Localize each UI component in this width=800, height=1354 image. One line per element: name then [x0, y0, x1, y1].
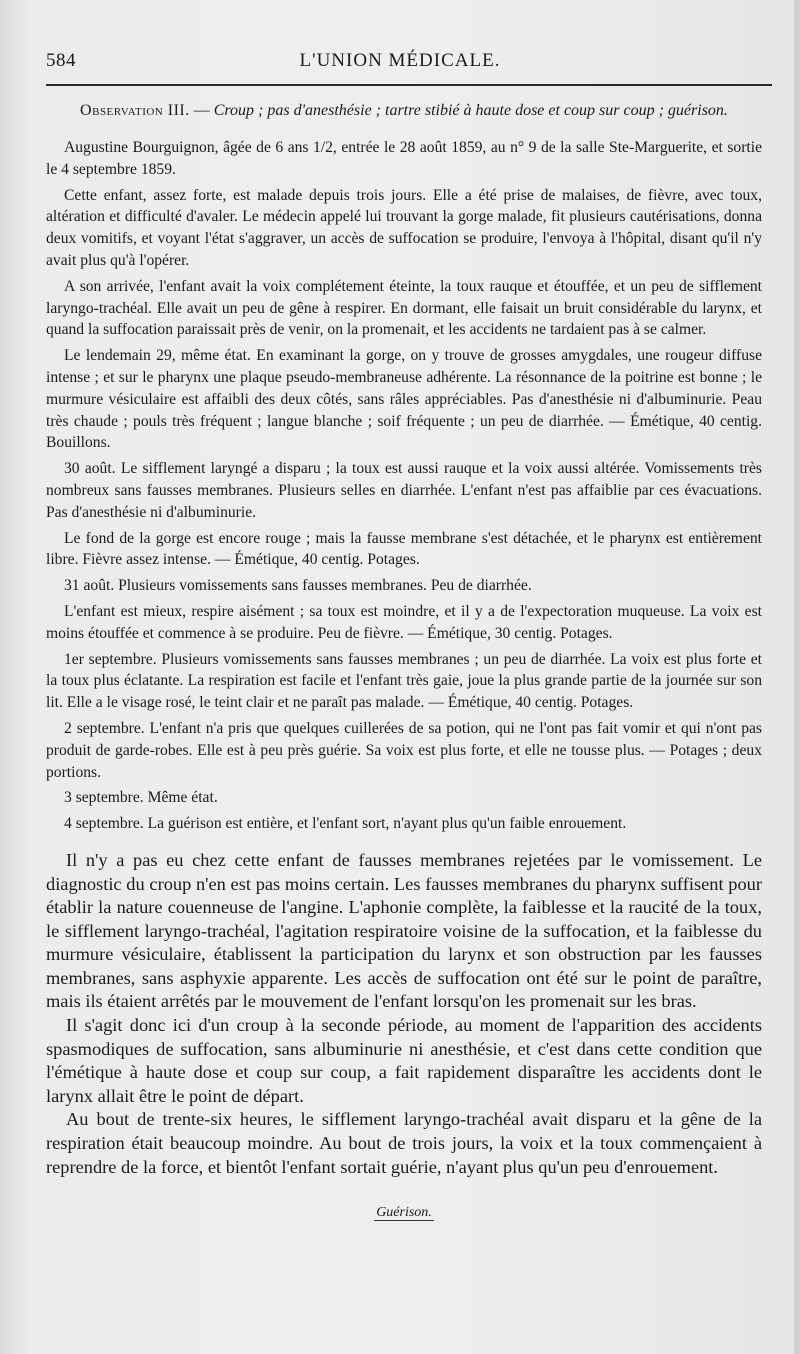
- commentary: [46, 849, 762, 1179]
- case-paragraph: 30 août. Le sifflement laryngé a disparu ; la toux est aussi rauque et la voix aussi altérée. Vomissements très nombreux sans fausses membranes. Plusieurs selles en diarrhée. L'enfant n'est pas affaiblie par ces évacuations. Pas d'anesthésie ni d'albuminurie.: [46, 460, 762, 521]
- case-paragraph: Augustine Bourguignon, âgée de 6 ans 1/2, entrée le 28 août 1859, au n° 9 de la salle Ste-Marguerite, et sortie le 4 septembre 1859.: [46, 139, 762, 178]
- case-paragraph: 31 août. Plusieurs vomissements sans fausses membranes. Peu de diarrhée.: [64, 577, 532, 595]
- case-paragraph: Le fond de la gorge est encore rouge ; mais la fausse membrane s'est détachée, et le pharynx est entièrement libre. Fièvre assez intense. — Émétique, 40 centig. Potages.: [46, 529, 762, 569]
- page-gutter: [794, 0, 800, 1354]
- case-paragraph: 1er septembre. Plusieurs vomissements sans fausses membranes ; un peu de diarrhée. La voix est plus forte et la toux plus éclatante. La respiration est facile et l'enfant très gaie, joue la plus grande partie de la journée sur son lit. Elle a le visage rosé, le teint clair et ne paraît pas malade. — Émétique, 40 centig. Potages.: [46, 650, 762, 712]
- case-paragraph: Le lendemain 29, même état. En examinant la gorge, on y trouve de grosses amygdales, une rougeur diffuse intense ; et sur le pharynx une plaque pseudo-membraneuse adhérente. La résonnance de la poitrine est bonne ; le murmure vésiculaire est affaibli des deux côtés, sans râles appréciables. Pas d'anesthésie ni d'albuminurie. Peau très chaude ; pouls très fréquent ; langue blanche ; soif fréquente ; un peu de diarrhée. — Émétique, 40 centig. Bouillons.: [46, 347, 762, 452]
- case-paragraph: 3 septembre. Même état.: [64, 789, 218, 807]
- case-paragraph: L'enfant est mieux, respire aisément ; sa toux est moindre, et il y a de l'expectoration muqueuse. La voix est moins étouffée et commence à se produire. Peu de fièvre. — Émétique, 30 centig. Potages.: [46, 602, 762, 642]
- running-head: L'UNION MÉDICALE.: [299, 50, 501, 71]
- case-paragraph: Cette enfant, assez forte, est malade depuis trois jours. Elle a été prise de malaises, de fièvre, avec toux, altération et difficulté d'avaler. Le médecin appelé lui trouvant la gorge malade, fit plusieurs cautérisations, donna deux vomitifs, et voyant l'état s'aggraver, un accès de suffocation se produire, l'envoya à l'hôpital, disant qu'il n'y avait plus qu'à l'opérer.: [46, 186, 762, 269]
- closing-word: Guérison.: [376, 1205, 432, 1221]
- commentary-paragraph: Il s'agit donc ici d'un croup à la seconde période, au moment de l'apparition des accidents spasmodiques de suffocation, sans albuminurie ni anesthésie, et c'est dans cette condition que l'émétique à haute dose et coup sur coup, a fait rapidement disparaître les accidents dont le larynx allait être le point de départ.: [46, 1015, 762, 1106]
- observation-dash: —: [189, 102, 214, 119]
- page-header: [46, 50, 754, 72]
- article-body: [46, 100, 762, 1221]
- commentary-paragraph: Il n'y a pas eu chez cette enfant de fausses membranes rejetées par le vomissement. Le diagnostic du croup n'en est pas moins certain. Les fausses membranes du pharynx suffisent pour établir la nature couenneuse de l'angine. L'aphonie complète, la faiblesse et la raucité de la toux, le sifflement laryngo-trachéal, l'agitation respiratoire voisine de la suffocation, et la faiblesse du murmure vésiculaire, établissent la participation du larynx et son obstruction par les fausses membranes, sans asphyxie apparente. Les accès de suffocation ont été sur le point de paraître, mais ils étaient arrêtés par le mouvement de l'enfant lorsqu'on les promenait sur les bras.: [46, 849, 762, 1012]
- observation-label: Observation III.: [80, 102, 190, 119]
- observation-subtitle: Croup ; pas d'anesthésie ; tartre stibié à haute dose et coup sur coup ; guérison.: [213, 102, 728, 119]
- header-rule: [46, 84, 772, 86]
- page-number: 584: [46, 50, 76, 71]
- case-paragraph: A son arrivée, l'enfant avait la voix complétement éteinte, la toux rauque et étouffée, et un peu de sifflement laryngo-trachéal. Elle avait un peu de gêne à respirer. En dormant, elle faisait un bruit considérable du larynx, et quand la suffocation paraissait près de venir, on la promenait, et les accidents ne tardaient pas à se calmer.: [46, 277, 762, 339]
- case-paragraph: 2 septembre. L'enfant n'a pris que quelques cuillerées de sa potion, qui ne l'ont pas fait vomir et qui n'ont pas produit de garde-robes. Elle est à peu près guérie. Sa voix est plus forte, et elle ne tousse plus. — Potages ; deux portions.: [46, 719, 762, 781]
- closing-mark: [46, 1205, 762, 1221]
- case-paragraph: 4 septembre. La guérison est entière, et l'enfant sort, n'ayant plus qu'un faible enrouement.: [64, 815, 627, 833]
- case-report: [46, 137, 762, 835]
- commentary-paragraph: Au bout de trente-six heures, le sifflement laryngo-trachéal avait disparu et la gêne de la respiration était beaucoup moindre. Au bout de trois jours, la voix et la toux commençaient à reprendre de la force, et bientôt l'enfant sortait guérie, n'ayant plus qu'un peu d'enrouement.: [46, 1109, 762, 1177]
- observation-title: [46, 100, 762, 121]
